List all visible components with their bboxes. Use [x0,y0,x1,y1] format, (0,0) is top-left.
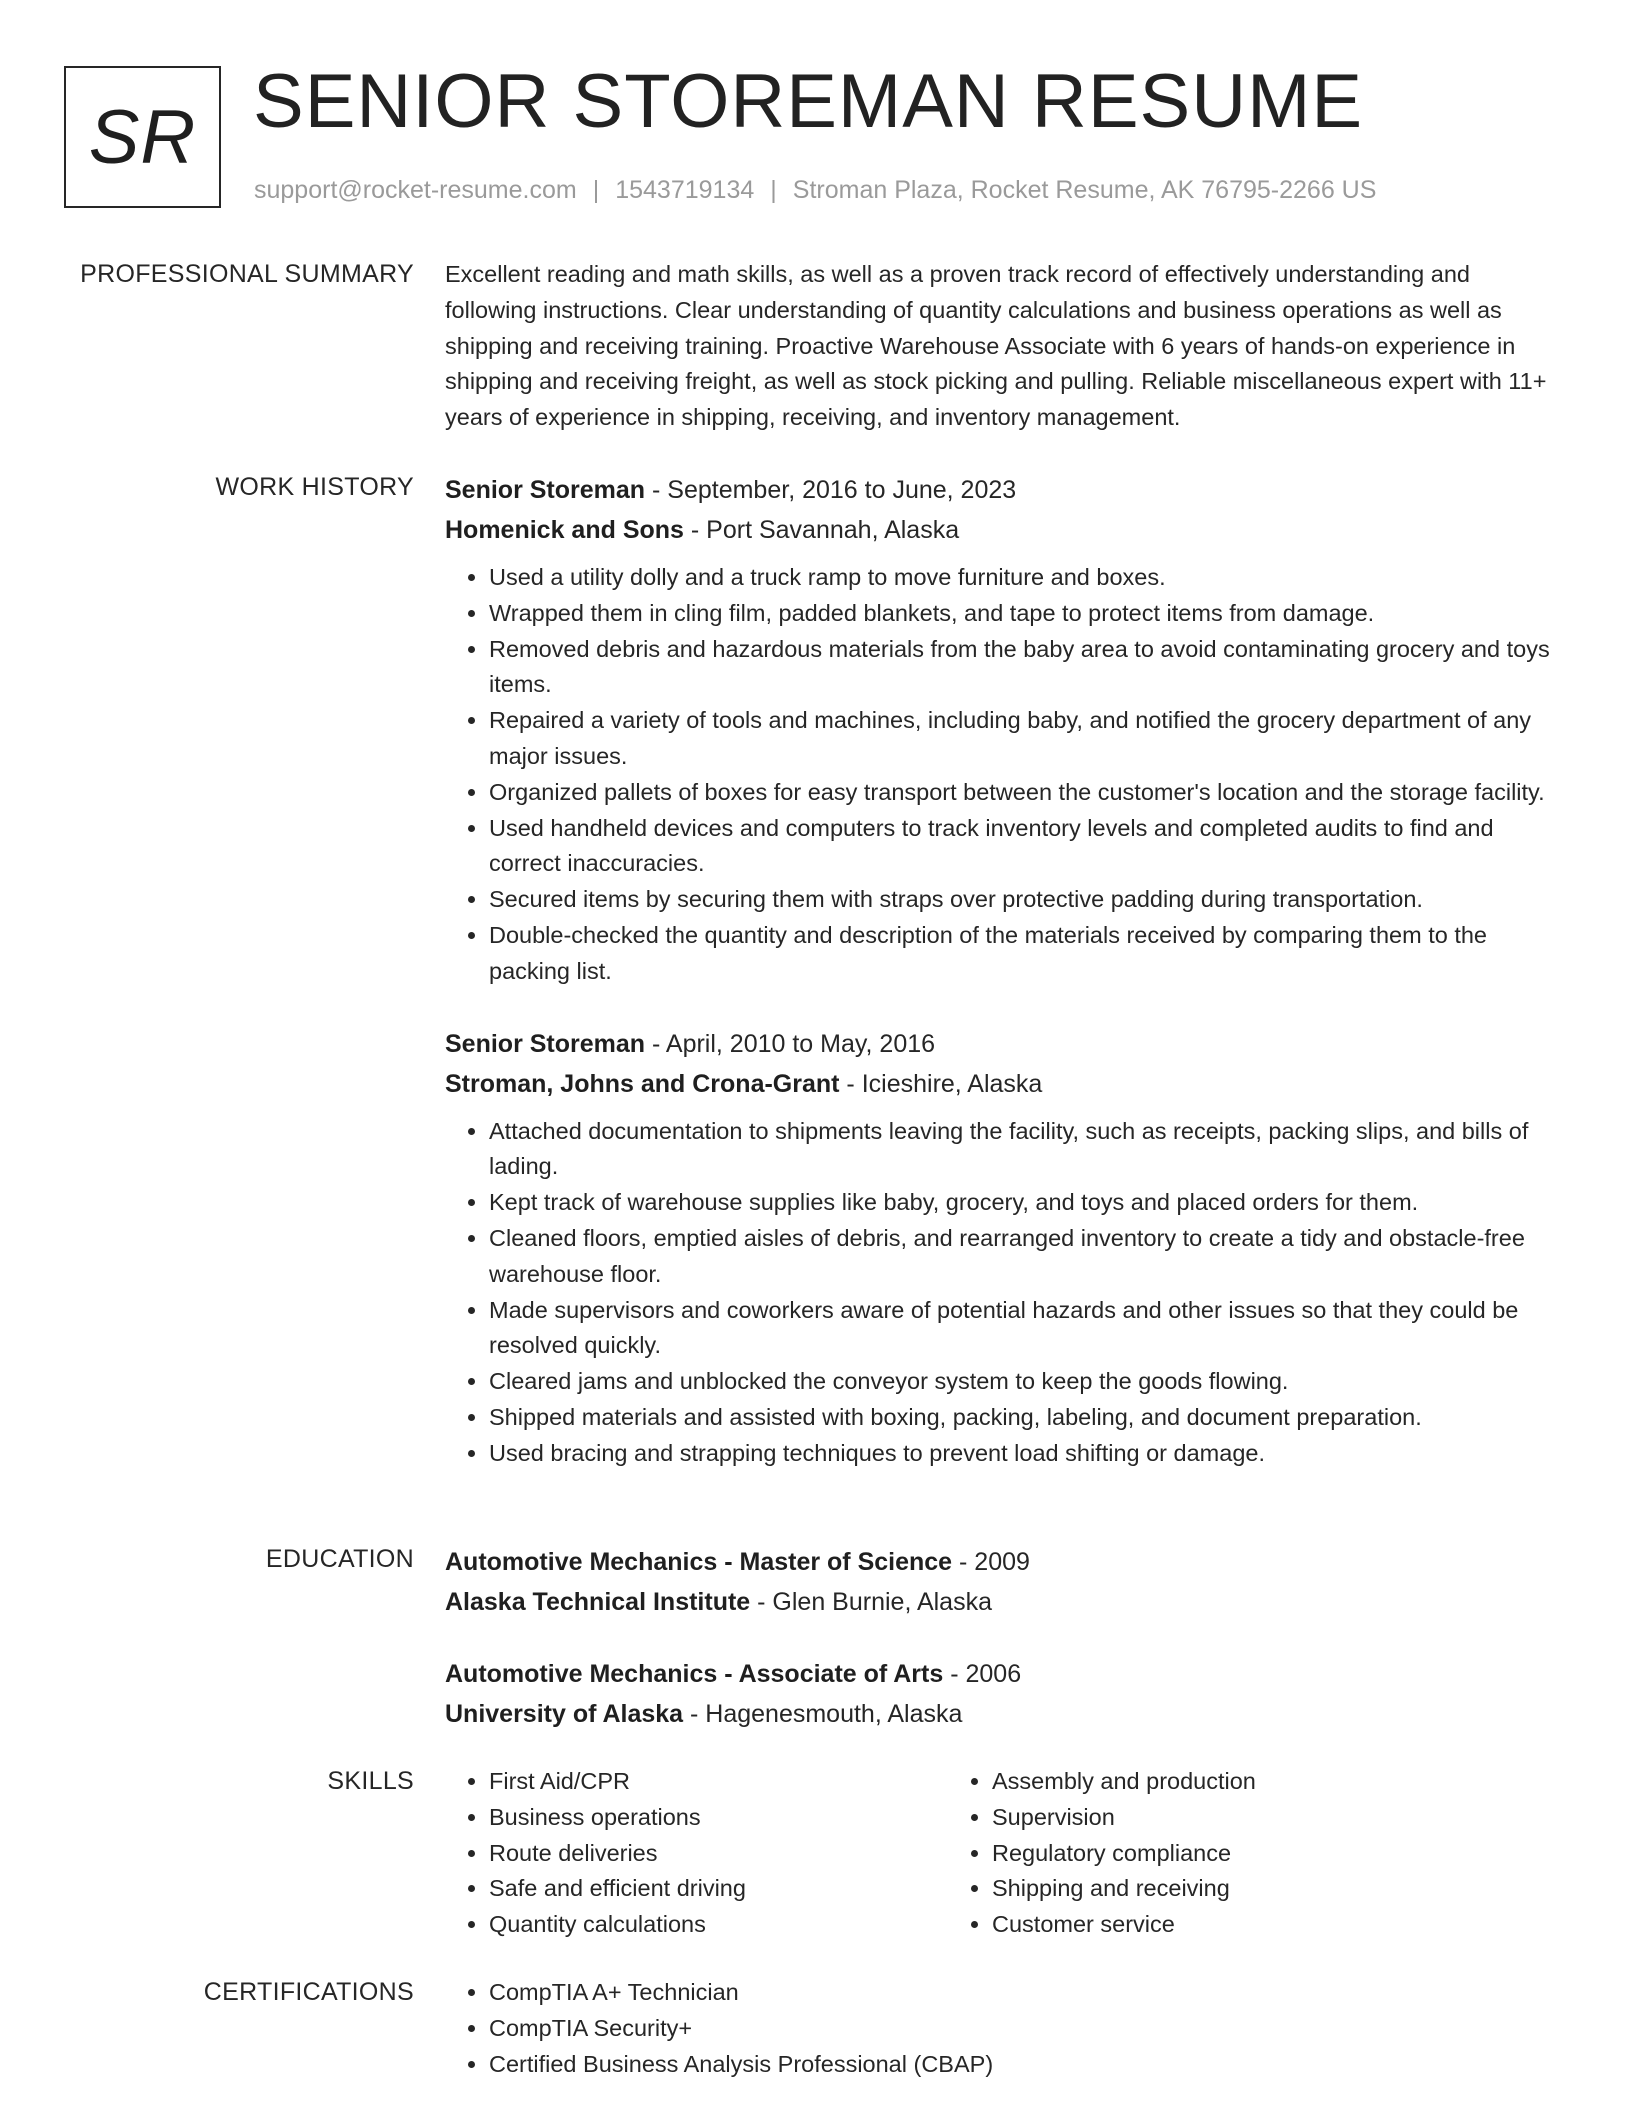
school: Alaska Technical Institute [445,1588,751,1616]
job-company: Stroman, Johns and Crona-Grant [445,1069,840,1098]
degree: Automotive Mechanics - Associate of Arts [445,1660,944,1688]
section-heading: CERTIFICATIONS [203,1978,414,2006]
degree-year: - 2009 [952,1548,1030,1576]
skills-list-right [948,1764,1451,1943]
job-company: Homenick and Sons [445,516,684,544]
list-item: • Shipped materials and assisted with boxing, packing, labeling, and document preparation. [489,1400,1560,1436]
degree-line [445,1654,1560,1694]
job-dates: - September, 2016 to June, 2023 [645,476,1017,504]
list-item: • Supervision [992,1800,1451,1836]
section-body [445,257,1560,436]
section-heading: EDUCATION [265,1545,414,1573]
list-item: • Cleaned floors, emptied aisles of debris, and rearranged inventory to create a tidy and obstacle-free warehouse floor. [489,1221,1560,1293]
degree: Automotive Mechanics - Master of Science [445,1548,953,1576]
list-item: • Safe and efficient driving [489,1871,948,1907]
school: University of Alaska [445,1700,684,1728]
section-body [445,1975,1560,2082]
list-item: • Wrapped them in cling film, padded blankets, and tape to protect items from damage. [489,596,1560,632]
job-dates: - April, 2010 to May, 2016 [645,1029,936,1058]
list-item: • CompTIA A+ Technician [489,1975,1560,2011]
contact-phone[interactable]: 1543719134 [615,176,755,204]
skills-list-left [445,1764,948,1943]
list-item: • Regulatory compliance [992,1836,1451,1872]
job-title-line [445,470,1560,510]
list-item: • Made supervisors and coworkers aware of potential hazards and other issues so that they could be resolved quickly. [489,1293,1560,1365]
contact-separator: | [592,176,600,204]
skills-columns [445,1764,1560,1943]
list-item: • Used handheld devices and computers to track inventory levels and completed audits to find and correct inaccuracies. [489,811,1560,883]
education-entry [445,1654,1560,1734]
job-title: Senior Storeman [445,1029,646,1058]
list-item: • Certified Business Analysis Professional (CBAP) [489,2047,1560,2083]
list-item: • Quantity calculations [489,1907,948,1943]
job-company-line [445,510,1560,550]
job-location: - Port Savannah, Alaska [683,516,960,544]
job-duties-list [445,560,1560,990]
list-item: • Attached documentation to shipments leaving the facility, such as receipts, packing slips, and bills of lading. [489,1114,1560,1186]
monogram-badge [64,66,221,208]
section-body [445,1764,1560,1943]
contact-separator: | [770,176,777,204]
list-item: • Assembly and production [992,1764,1451,1800]
certifications-list [445,1975,1560,2082]
list-item: • Repaired a variety of tools and machines, including baby, and notified the grocery department of any major issues. [489,703,1560,775]
resume-title: SENIOR STOREMAN RESUME [253,59,1364,144]
job-title: Senior Storeman [445,476,646,504]
list-item: • Route deliveries [489,1836,948,1872]
contact-line [254,174,1376,206]
school-line [445,1694,1560,1734]
list-item: • Cleared jams and unblocked the conveyor system to keep the goods flowing. [489,1364,1560,1400]
job-duties-list [445,1114,1560,1472]
list-item: • Double-checked the quantity and description of the materials received by comparing them to the packing list. [489,918,1560,990]
list-item: • Shipping and receiving [992,1871,1451,1907]
list-item: • CompTIA Security+ [489,2011,1560,2047]
list-item: • Used bracing and strapping techniques to prevent load shifting or damage. [489,1436,1560,1472]
contact-address: Stroman Plaza, Rocket Resume, AK 76795-2266 US [792,176,1377,204]
job-entry [445,1024,1560,1472]
job-entry [445,470,1560,990]
monogram-initials: SR [88,94,197,180]
school-line [445,1582,1560,1622]
job-location: - Icieshire, Alaska [839,1069,1043,1098]
contact-email[interactable]: support@rocket-resume.com [254,176,577,204]
list-item: • Used a utility dolly and a truck ramp to move furniture and boxes. [489,560,1560,596]
section-heading: PROFESSIONAL SUMMARY [80,260,414,288]
section-heading: WORK HISTORY [215,473,414,501]
summary-text: Excellent reading and math skills, as well as a proven track record of effectively understanding and following instructions. Clear understanding of quantity calculations and business operations as well as shipping and receiving training. Proactive Warehouse Associate with 6 years of hands-on experience in shipping and receiving freight, as well as stock picking and pulling. Reliable miscellaneous expert with 11+ years of experience in shipping, receiving, and inventory management. [445,261,1547,431]
list-item: • Secured items by securing them with straps over protective padding during transportation. [489,882,1560,918]
education-entry [445,1542,1560,1622]
list-item: • Kept track of warehouse supplies like baby, grocery, and toys and placed orders for them. [489,1185,1560,1221]
list-item: • First Aid/CPR [489,1764,948,1800]
job-company-line [445,1064,1560,1104]
list-item: • Removed debris and hazardous materials from the baby area to avoid contaminating grocery and toys items. [489,632,1560,704]
degree-line [445,1542,1560,1582]
degree-year: - 2006 [943,1660,1022,1688]
list-item: • Business operations [489,1800,948,1836]
list-item: • Organized pallets of boxes for easy transport between the customer's location and the storage facility. [489,775,1560,811]
job-title-line [445,1024,1560,1064]
section-body [445,1542,1560,1734]
school-location: - Hagenesmouth, Alaska [683,1700,963,1728]
school-location: - Glen Burnie, Alaska [750,1588,992,1616]
section-body [445,470,1560,1472]
section-heading: SKILLS [327,1767,414,1795]
list-item: • Customer service [992,1907,1451,1943]
